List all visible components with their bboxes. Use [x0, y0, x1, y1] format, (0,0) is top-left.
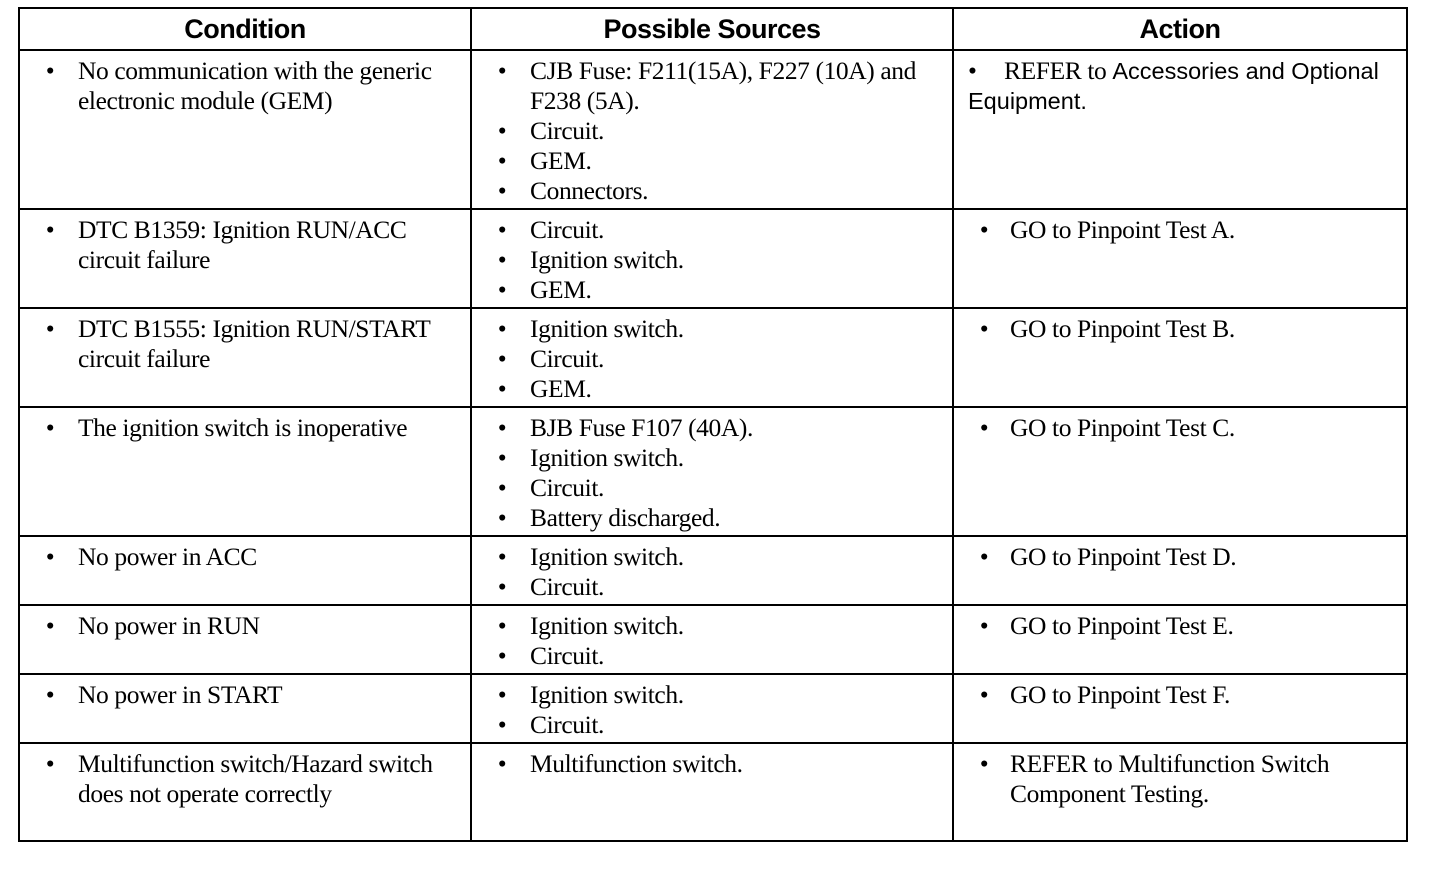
condition-cell [19, 536, 471, 605]
action-link[interactable]: REFER to Multifunction Switch Component Testing. [1010, 749, 1330, 808]
sources-cell [471, 308, 953, 407]
condition-cell [19, 407, 471, 536]
table-row [19, 536, 1407, 605]
source-text: GEM. [530, 275, 592, 304]
list-item [20, 542, 462, 572]
action-link[interactable]: GO to Pinpoint Test F. [1010, 680, 1230, 709]
bullet-icon: • [45, 542, 55, 571]
table-row [19, 743, 1407, 841]
list-item [20, 56, 462, 116]
bullet-icon: • [497, 542, 507, 571]
source-text: Circuit. [530, 116, 604, 145]
header-action: Action [953, 8, 1407, 50]
source-text: Battery discharged. [530, 503, 721, 532]
list-item [954, 215, 1398, 245]
list-item [472, 275, 944, 305]
list-item [954, 413, 1398, 443]
diagnostic-table [18, 7, 1408, 842]
bullet-icon: • [45, 680, 55, 709]
sources-cell [471, 407, 953, 536]
bullet-icon: • [497, 146, 507, 175]
bullet-icon: • [979, 542, 989, 571]
list-item [472, 542, 944, 572]
bullet-icon: • [45, 56, 55, 85]
condition-text: DTC B1555: Ignition RUN/START circuit failure [78, 314, 431, 373]
condition-text: No communication with the generic electronic module (GEM) [78, 56, 432, 115]
bullet-icon: • [45, 611, 55, 640]
action-link[interactable]: GO to Pinpoint Test C. [1010, 413, 1235, 442]
list-item [20, 749, 462, 809]
bullet-icon: • [497, 641, 507, 670]
source-text: Ignition switch. [530, 611, 684, 640]
action-cell [953, 308, 1407, 407]
condition-cell [19, 209, 471, 308]
list-item [472, 56, 944, 116]
condition-text: DTC B1359: Ignition RUN/ACC circuit failure [78, 215, 407, 274]
bullet-icon: • [497, 176, 507, 205]
action-link[interactable]: GO to Pinpoint Test D. [1010, 542, 1237, 571]
sources-cell [471, 743, 953, 841]
list-item [472, 116, 944, 146]
list-item [472, 443, 944, 473]
source-text: Connectors. [530, 176, 649, 205]
bullet-icon: • [979, 680, 989, 709]
list-item [472, 710, 944, 740]
bullet-icon: • [979, 215, 989, 244]
list-item [20, 413, 462, 443]
action-link[interactable]: Accessories and Optional Equipment. [968, 58, 1379, 114]
sources-cell [471, 536, 953, 605]
source-text: Ignition switch. [530, 443, 684, 472]
list-item [954, 314, 1398, 344]
action-link[interactable]: GO to Pinpoint Test E. [1010, 611, 1234, 640]
list-item [954, 749, 1398, 809]
bullet-icon: • [968, 56, 977, 85]
bullet-icon: • [497, 275, 507, 304]
bullet-icon: • [497, 572, 507, 601]
source-text: GEM. [530, 146, 592, 175]
source-text: Circuit. [530, 710, 604, 739]
condition-cell [19, 308, 471, 407]
list-item [472, 245, 944, 275]
sources-cell [471, 674, 953, 743]
source-text: Ignition switch. [530, 245, 684, 274]
source-text: Circuit. [530, 641, 604, 670]
list-item [20, 215, 462, 275]
list-item [20, 680, 462, 710]
bullet-icon: • [497, 413, 507, 442]
table-row [19, 308, 1407, 407]
bullet-icon: • [979, 314, 989, 343]
condition-text: No power in ACC [78, 542, 257, 571]
source-text: Multifunction switch. [530, 749, 743, 778]
source-text: Circuit. [530, 215, 604, 244]
list-item [472, 680, 944, 710]
list-item [472, 176, 944, 206]
table-row [19, 605, 1407, 674]
source-text: Ignition switch. [530, 314, 684, 343]
bullet-icon: • [497, 473, 507, 502]
condition-cell [19, 674, 471, 743]
action-link[interactable]: GO to Pinpoint Test B. [1010, 314, 1235, 343]
source-text: CJB Fuse: F211(15A), F227 (10A) and F238 (5A). [530, 56, 916, 115]
list-item [954, 611, 1398, 641]
bullet-icon: • [45, 215, 55, 244]
sources-cell [471, 50, 953, 209]
bullet-icon: • [497, 503, 507, 532]
source-text: Circuit. [530, 473, 604, 502]
list-item [472, 146, 944, 176]
action-prefix: REFER to [1004, 56, 1107, 85]
bullet-icon: • [497, 374, 507, 403]
bullet-icon: • [497, 245, 507, 274]
condition-text: No power in START [78, 680, 283, 709]
condition-cell [19, 743, 471, 841]
bullet-icon: • [45, 314, 55, 343]
bullet-icon: • [497, 611, 507, 640]
table-row [19, 407, 1407, 536]
list-item [472, 344, 944, 374]
list-item [472, 503, 944, 533]
source-text: Ignition switch. [530, 680, 684, 709]
table-row [19, 209, 1407, 308]
table-row [19, 50, 1407, 209]
bullet-icon: • [497, 710, 507, 739]
bullet-icon: • [497, 215, 507, 244]
bullet-icon: • [979, 749, 989, 778]
list-item [472, 572, 944, 602]
list-item [472, 314, 944, 344]
table-row [19, 674, 1407, 743]
list-item [472, 749, 944, 779]
bullet-icon: • [979, 611, 989, 640]
action-cell [953, 743, 1407, 841]
action-cell [953, 209, 1407, 308]
source-text: Circuit. [530, 572, 604, 601]
action-link[interactable]: GO to Pinpoint Test A. [1010, 215, 1235, 244]
sources-cell [471, 209, 953, 308]
action-cell [953, 536, 1407, 605]
condition-text: Multifunction switch/Hazard switch does not operate correctly [78, 749, 433, 808]
header-condition: Condition [19, 8, 471, 50]
list-item [472, 611, 944, 641]
list-item [472, 473, 944, 503]
source-text: Ignition switch. [530, 542, 684, 571]
bullet-icon: • [497, 749, 507, 778]
bullet-icon: • [497, 443, 507, 472]
bullet-icon: • [979, 413, 989, 442]
list-item [20, 611, 462, 641]
bullet-icon: • [497, 56, 507, 85]
source-text: GEM. [530, 374, 592, 403]
source-text: Circuit. [530, 344, 604, 373]
list-item [954, 680, 1398, 710]
condition-text: No power in RUN [78, 611, 260, 640]
source-text: BJB Fuse F107 (40A). [530, 413, 753, 442]
action-cell [953, 674, 1407, 743]
list-item [954, 56, 1398, 116]
sources-cell [471, 605, 953, 674]
list-item [20, 314, 462, 374]
action-cell [953, 605, 1407, 674]
action-cell [953, 407, 1407, 536]
bullet-icon: • [497, 314, 507, 343]
condition-cell [19, 50, 471, 209]
list-item [954, 542, 1398, 572]
list-item [472, 374, 944, 404]
condition-cell [19, 605, 471, 674]
list-item [472, 215, 944, 245]
bullet-icon: • [45, 413, 55, 442]
list-item [472, 413, 944, 443]
bullet-icon: • [45, 749, 55, 778]
action-cell [953, 50, 1407, 209]
header-possible-sources: Possible Sources [471, 8, 953, 50]
list-item [472, 641, 944, 671]
condition-text: The ignition switch is inoperative [78, 413, 408, 442]
header-row [19, 8, 1407, 50]
bullet-icon: • [497, 116, 507, 145]
bullet-icon: • [497, 344, 507, 373]
bullet-icon: • [497, 680, 507, 709]
